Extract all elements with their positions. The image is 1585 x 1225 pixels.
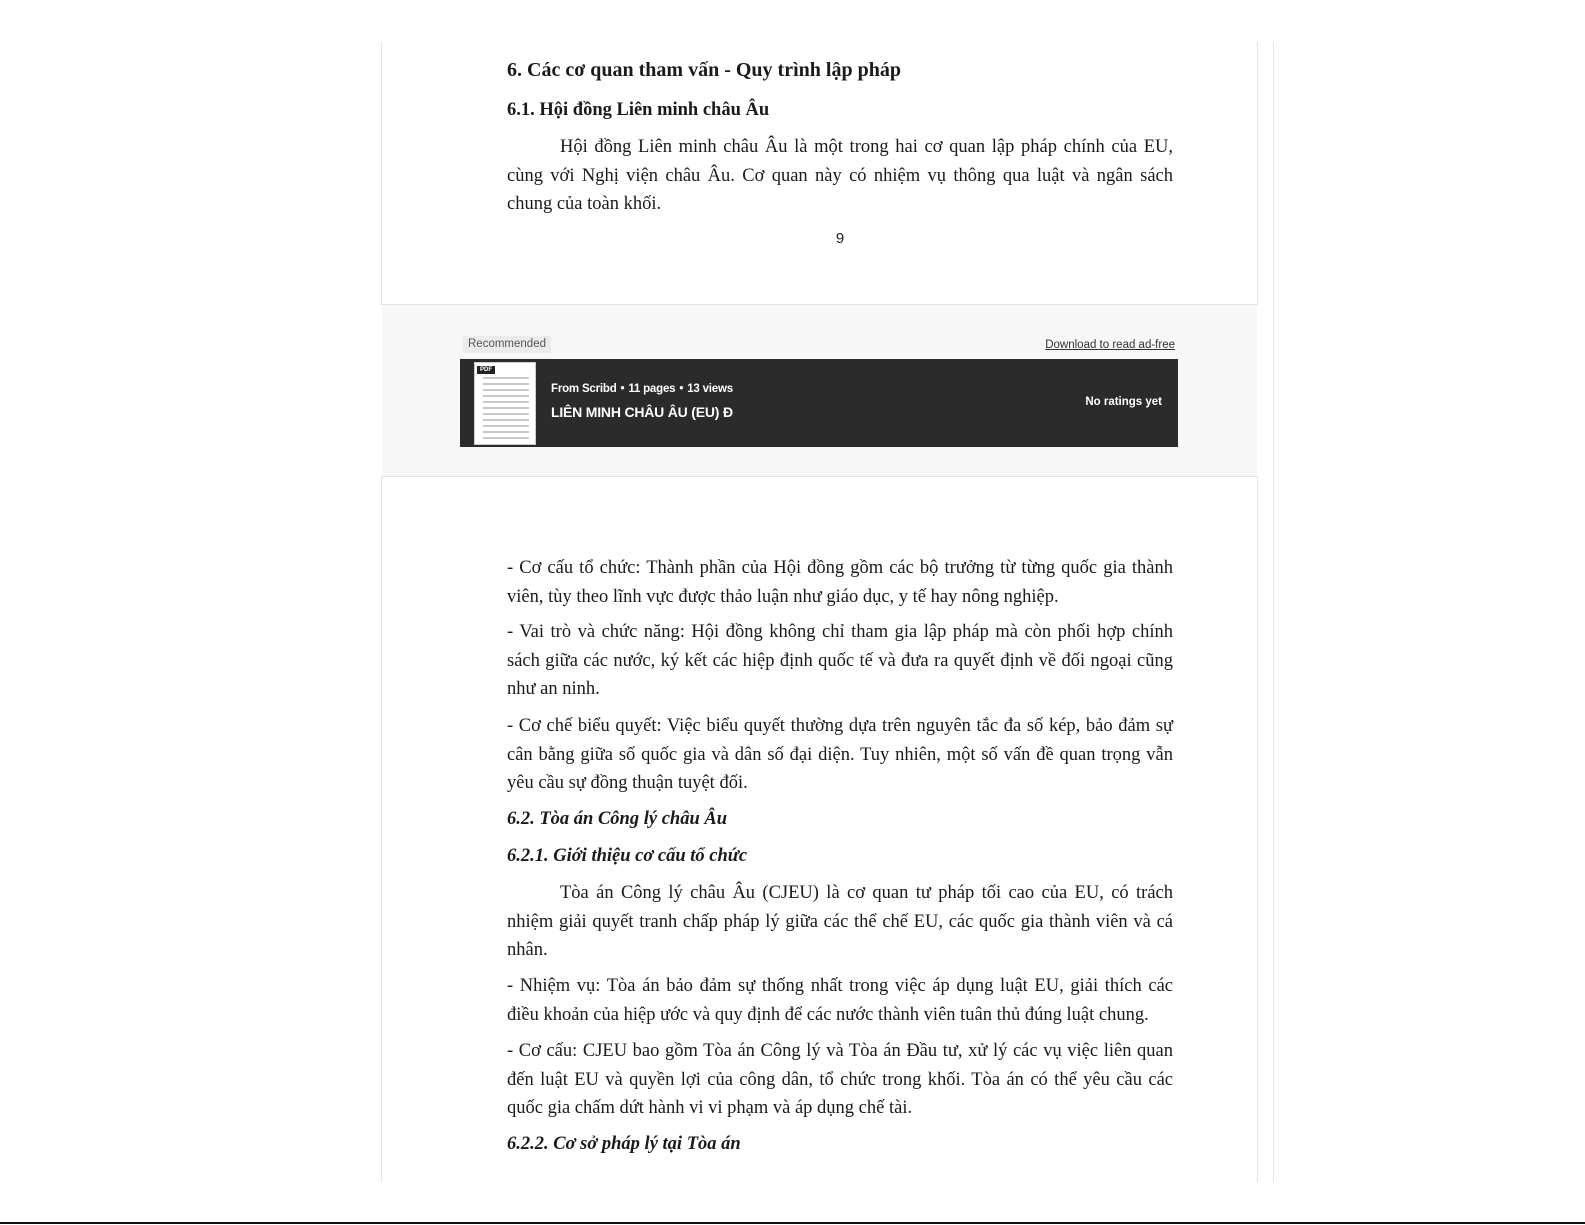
paragraph: - Vai trò và chức năng: Hội đồng không chỉ tham gia lập pháp mà còn phối hợp chính sách giữa các nước, ký kết các hiệp định quốc tế và đưa ra quyết định về đối ngoại cũng như an ninh. xyxy=(507,622,1173,699)
paragraph: - Cơ cấu tổ chức: Thành phần của Hội đồng gồm các bộ trưởng từ từng quốc gia thành viên, tùy theo lĩnh vực được thảo luận như giáo dục, y tế hay nông nghiệp. xyxy=(507,558,1173,607)
bottom-edge xyxy=(0,1222,1585,1224)
separator-dot: • xyxy=(679,383,684,395)
recommended-label: Recommended xyxy=(463,336,551,353)
scroll-track xyxy=(1273,42,1274,1182)
paragraph: - Cơ chế biểu quyết: Việc biểu quyết thường dựa trên nguyên tắc đa số kép, bảo đảm sự cân bằng giữa số quốc gia và dân số đại diện. Tuy nhiên, một số vấn đề quan trọng vẫn yêu cầu sự đồng thuận tuyệt đối. xyxy=(507,716,1173,793)
page-divider xyxy=(381,476,1258,477)
heading-section-6-2: 6.2. Tòa án Công lý châu Âu xyxy=(507,809,727,829)
page-number: 9 xyxy=(835,230,845,247)
heading-section-6-2-2: 6.2.2. Cơ sở pháp lý tại Tòa án xyxy=(507,1134,741,1154)
paragraph: - Cơ cấu: CJEU bao gồm Tòa án Công lý và Tòa án Đầu tư, xử lý các vụ việc liên quan đến luật EU và quyền lợi của công dân, tổ chức trong khối. Tòa án có thể yêu cầu các quốc gia chấm dứt hành vi vi phạm và áp dụng chế tài. xyxy=(507,1041,1173,1118)
document-meta xyxy=(551,383,733,395)
pdf-badge: PDF xyxy=(477,366,495,374)
recommended-document-card[interactable] xyxy=(460,359,1178,447)
paragraph: - Nhiệm vụ: Tòa án bảo đảm sự thống nhất trong việc áp dụng luật EU, giải thích các điều khoản của hiệp ước và quy định để các nước thành viên tuân thủ đúng luật chung. xyxy=(507,976,1173,1025)
document-thumbnail xyxy=(475,363,535,444)
document-views: 13 views xyxy=(687,383,733,395)
heading-section-6-2-1: 6.2.1. Giới thiệu cơ cấu tổ chức xyxy=(507,846,748,866)
page-border-right xyxy=(1257,476,1258,1182)
page-border-left xyxy=(381,42,382,304)
download-ad-free-link[interactable]: Download to read ad-free xyxy=(1045,339,1175,351)
paragraph: Hội đồng Liên minh châu Âu là một trong hai cơ quan lập pháp chính của EU, cùng với Nghị viện châu Âu. Cơ quan này có nhiệm vụ thông qua luật và ngân sách chung của toàn khối. xyxy=(507,137,1173,214)
page-border-left xyxy=(381,476,382,1182)
paragraph: Tòa án Công lý châu Âu (CJEU) là cơ quan tư pháp tối cao của EU, có trách nhiệm giải quyết tranh chấp pháp lý giữa các thể chế EU, các quốc gia thành viên và cá nhân. xyxy=(507,883,1173,960)
document-title: LIÊN MINH CHÂU ÂU (EU) Đ xyxy=(551,404,733,420)
document-pages: 11 pages xyxy=(628,383,676,395)
document-source: From Scribd xyxy=(551,383,617,395)
page-border-right xyxy=(1257,42,1258,304)
heading-section-6-1: 6.1. Hội đồng Liên minh châu Âu xyxy=(507,100,770,120)
separator-dot: • xyxy=(620,383,625,395)
heading-section-6: 6. Các cơ quan tham vấn - Quy trình lập pháp xyxy=(507,59,901,81)
document-rating: No ratings yet xyxy=(1085,396,1162,408)
